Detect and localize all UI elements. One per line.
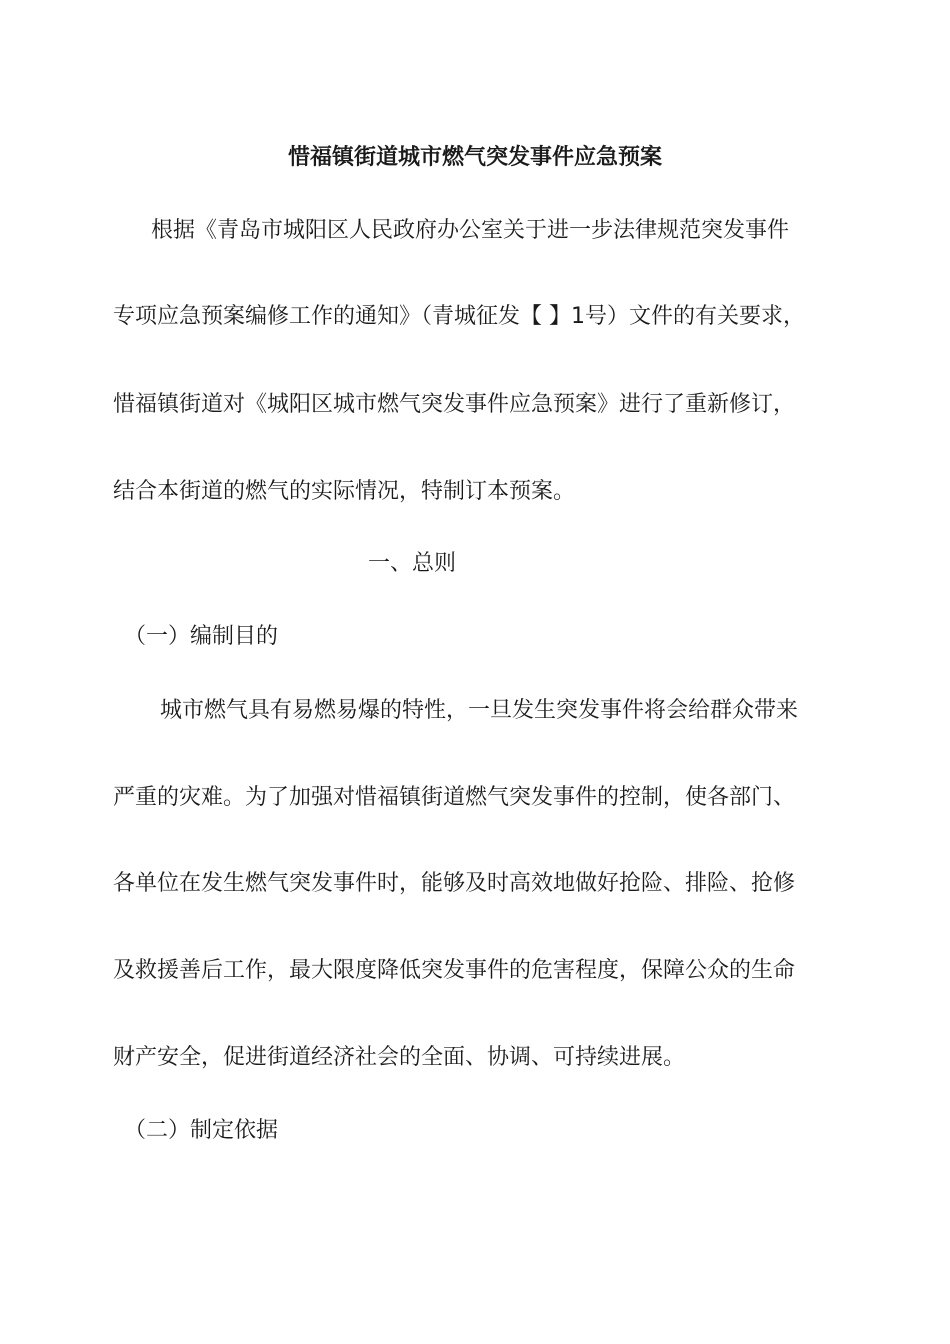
intro-line-1: 根据《青岛市城阳区人民政府办公室关于进一步法律规范突发事件 <box>151 218 790 243</box>
intro-line-2: 专项应急预案编修工作的通知》（青城征发【 】1号）文件的有关要求， <box>113 304 805 329</box>
intro-line-4: 结合本街道的燃气的实际情况，特制订本预案。 <box>113 479 576 504</box>
subsection-heading-basis: （二）制定依据 <box>124 1118 279 1143</box>
document-title: 惜福镇街道城市燃气突发事件应急预案 <box>287 145 662 170</box>
purpose-line-5: 财产安全，促进街道经济社会的全面、协调、可持续进展。 <box>113 1045 686 1070</box>
intro-line-3: 惜福镇街道对《城阳区城市燃气突发事件应急预案》进行了重新修订， <box>113 392 796 417</box>
purpose-line-4: 及救援善后工作，最大限度降低突发事件的危害程度，保障公众的生命 <box>113 958 796 983</box>
purpose-line-3: 各单位在发生燃气突发事件时，能够及时高效地做好抢险、排险、抢修 <box>113 871 796 896</box>
section-heading-general: 一、总则 <box>368 551 457 576</box>
purpose-line-1: 城市燃气具有易燃易爆的特性，一旦发生突发事件将会给群众带来 <box>160 698 799 723</box>
purpose-line-2: 严重的灾难。为了加强对惜福镇街道燃气突发事件的控制，使各部门、 <box>113 785 796 810</box>
subsection-heading-purpose: （一）编制目的 <box>124 624 279 649</box>
